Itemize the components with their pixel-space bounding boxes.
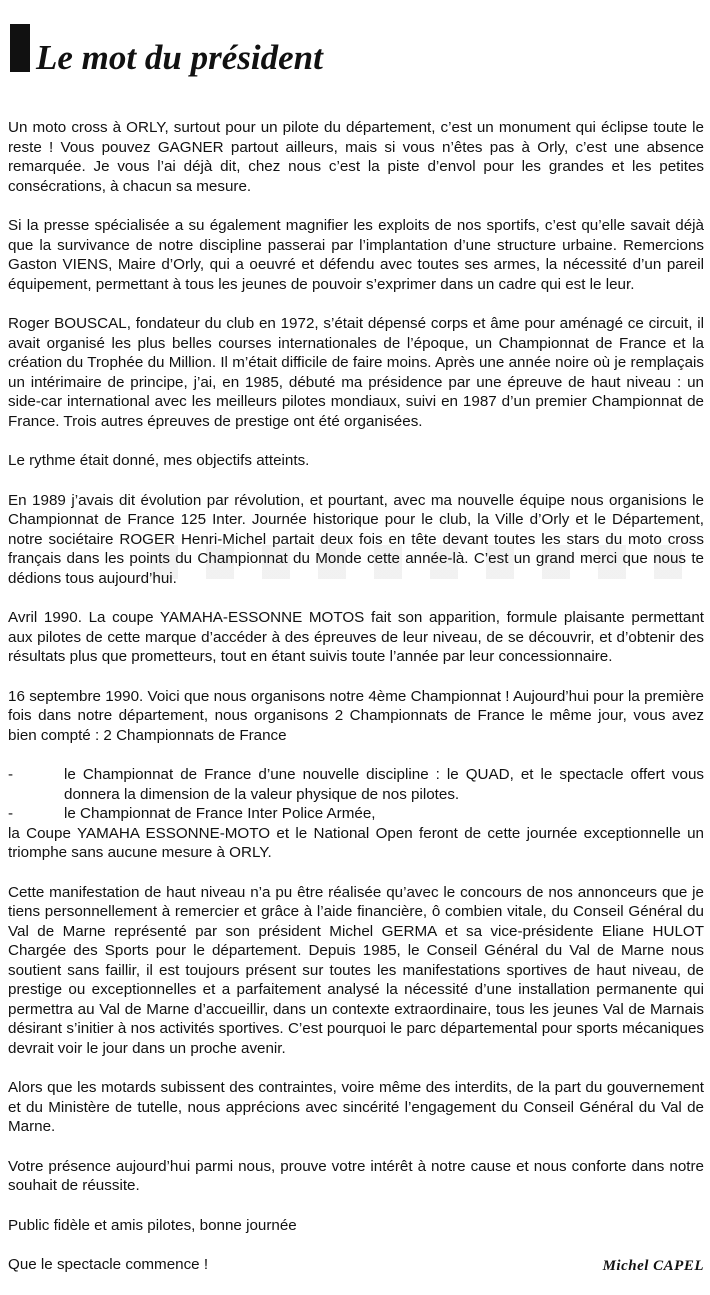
paragraph-orly-intro: Un moto cross à ORLY, surtout pour un pilote du département, c’est un monument qui éclipse toute le reste ! Vous pouvez GAGNER partout ailleurs, mais si vous n’êtes pas à Orly, c’est une absence remarquée. Je vous l’ai déjà dit, chez nous c’est la piste d’envol pour les grandes et les petites consécrations, à chacun sa mesure. [8, 119, 704, 195]
list-item [8, 765, 704, 804]
list-item [8, 804, 704, 824]
list-dash: - [8, 805, 14, 822]
list-dash: - [8, 766, 14, 783]
title-bar-decoration [10, 24, 30, 72]
article-body [8, 118, 704, 1295]
closing-line [8, 1255, 704, 1275]
page-title: Le mot du président [36, 38, 323, 77]
list-item-text: le Championnat de France d’une nouvelle discipline : le QUAD, et le spectacle offert vous donnera la dimension de la valeur physique de nos pilotes. [64, 766, 704, 803]
paragraph-bouscal: Roger BOUSCAL, fondateur du club en 1972, s’était dépensé corps et âme pour aménagé ce circuit, il avait organisé les plus belles courses internationales de l’époque, un Championnat de France et la création du Trophée du Million. Il m’était difficile de faire moins. Après une année noire où je remplaçais un intérimaire de principe, j’ai, en 1985, débuté ma présidence par une épreuve de haut niveau : un side-car international avec les meilleurs pilotes mondiaux, suivi en 1987 d’un premier Championnat de France. Trois autres épreuves de prestige ont été organisées. [8, 315, 704, 430]
signature: Michel CAPEL [602, 1258, 704, 1274]
paragraph-sept-1990: 16 septembre 1990. Voici que nous organisons notre 4ème Championnat ! Aujourd’hui pour la première fois dans notre département, nous organisons 2 Championnats de France le même jour, vous avez bien compté : 2 Championnats de France [8, 687, 704, 744]
paragraph-motards: Alors que les motards subissent des contraintes, voire même des interdits, de la part du gouvernement et du Ministère de tutelle, nous apprécions avec sincérité l’engagement du Conseil Général du Val de Marne. [8, 1079, 704, 1135]
list-item-text: le Championnat de France Inter Police Armée, [64, 805, 376, 822]
paragraph-1989: En 1989 j’avais dit évolution par révolution, et pourtant, avec ma nouvelle équipe nous organisions le Championnat de France 125 Inter. Journée historique pour le club, la Ville d’Orly et le Département, notre sociétaire ROGER Henri-Michel partait deux fois en tête devant toutes les stars du moto cross français dans les points du Championnat du Monde cette année-là. C’est un grand merci que nous te dédions tous aujourd’hui. [8, 491, 704, 587]
paragraph-avril-1990: Avril 1990. La coupe YAMAHA-ESSONNE MOTOS fait son apparition, formule plaisante permettant aux pilotes de cette marque d’accéder à des épreuves de leur niveau, de se découvrir, et d’obtenir des résultats plus que prometteurs, tout en étant suivis toute l’année par leur concessionnaire. [8, 609, 704, 665]
paragraph-press: Si la presse spécialisée a su également magnifier les exploits de nos sportifs, c’est qu’elle savait déjà que la survivance de notre discipline passerai par l’implantation d’une structure urbaine. Remercions Gaston VIENS, Maire d’Orly, qui a oeuvré et défendu avec toutes ses armes, la nécessité d’un pareil équipement, permettant à tous les jeunes de pouvoir s’exprimer dans un cadre qui est le leur. [8, 217, 704, 293]
closing-text: Que le spectacle commence ! [8, 1256, 209, 1273]
paragraph-presence: Votre présence aujourd’hui parmi nous, prouve votre intérêt à notre cause et nous conforte dans notre souhait de réussite. [8, 1157, 704, 1194]
paragraph-rythme: Le rythme était donné, mes objectifs atteints. [8, 452, 310, 469]
paragraph-coupe-yamaha: la Coupe YAMAHA ESSONNE-MOTO et le National Open feront de cette journée exceptionnelle un triomphe sans aucune mesure à ORLY. [8, 824, 704, 861]
paragraph-manifestation: Cette manifestation de haut niveau n’a pu être réalisée qu’avec le concours de nos annonceurs que je tiens personnellement à remercier et grâce à l’aide financière, ô combien vitale, du Conseil Général du Val de Marne représenté par son président Michel GERMA et sa vice-présidente Eliane HULOT Chargée des Sports pour le département. Depuis 1985, le Conseil Général du Val de Marne nous soutient sans faillir, il est toujours présent sur toutes les manifestations sportives de haut niveau, de prestige ou exceptionnelles et a parfaitement analysé la nécessité d’une installation permanente qui permettra au Val de Marne d’accueillir, dans un contexte extraordinaire, tous les jeunes Val de Marnais désirant s’initier à nos activités sportives. C’est pourquoi le parc départemental pour sports mécaniques devrait voir le jour dans un proche avenir. [8, 883, 704, 1057]
championship-list [8, 765, 704, 824]
paragraph-public: Public fidèle et amis pilotes, bonne journée [8, 1216, 297, 1234]
